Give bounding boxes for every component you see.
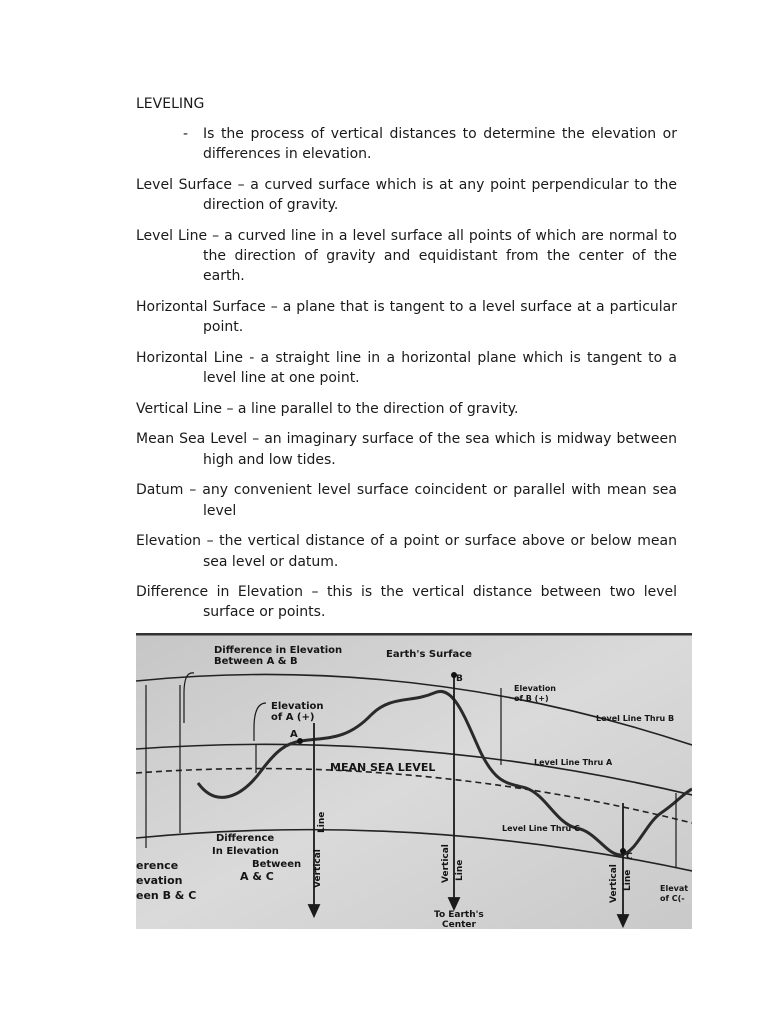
intro-text: Is the process of vertical distances to determine the elevation or differences in elevation. bbox=[203, 126, 677, 162]
label-diff-bc-3: een B & C bbox=[136, 889, 197, 902]
page-title: LEVELING bbox=[136, 96, 205, 112]
definition-elevation: Elevation – the vertical distance of a point or surface above or below mean sea level or datum. bbox=[136, 533, 677, 570]
label-diff-ac-1: Difference bbox=[216, 833, 275, 844]
label-vertical-line-c: Line bbox=[623, 869, 633, 891]
definition-horizontal-line: Horizontal Line - a straight line in a horizontal plane which is tangent to a level line at one point. bbox=[136, 349, 677, 387]
label-vertical-c: Vertical bbox=[609, 864, 619, 903]
label-level-thru-a: Level Line Thru A bbox=[534, 758, 613, 767]
label-diff-ac-3: Between bbox=[252, 859, 302, 870]
label-vertical-line-a: Line bbox=[317, 811, 327, 833]
label-level-thru-c: Level Line Thru C bbox=[502, 824, 580, 833]
label-diff-ac-4: A & C bbox=[240, 870, 274, 883]
bullet-dash: - bbox=[183, 126, 189, 142]
point-a-marker bbox=[297, 738, 303, 744]
label-earth-surface: Earth's Surface bbox=[386, 649, 472, 660]
label-to-center-2: Center bbox=[442, 920, 476, 929]
label-elev-a-2: of A (+) bbox=[271, 712, 315, 723]
label-elev-c-1: Elevat bbox=[660, 884, 689, 893]
label-diff-bc-1: erence bbox=[136, 859, 179, 872]
definition-level-surface: Level Surface – a curved surface which is at any point perpendicular to the direction of gravity. bbox=[136, 177, 677, 214]
definition-horizontal-surface: Horizontal Surface – a plane that is tangent to a level surface at a particular point. bbox=[136, 299, 677, 336]
definition-vertical-line: Vertical Line – a line parallel to the direction of gravity. bbox=[136, 400, 519, 417]
label-to-center-1: To Earth's bbox=[434, 910, 484, 920]
label-point-c: C bbox=[626, 852, 633, 862]
definitions-list bbox=[136, 175, 677, 633]
label-point-b: B bbox=[456, 674, 463, 684]
label-vertical-a: Vertical bbox=[313, 849, 323, 888]
label-elev-c-2: of C(- bbox=[660, 894, 685, 903]
leveling-diagram bbox=[136, 633, 692, 929]
label-elev-a-1: Elevation bbox=[271, 701, 324, 712]
intro-bullet bbox=[183, 124, 677, 164]
definition-mean-sea-level: Mean Sea Level – an imaginary surface of the sea which is midway between high and low tides. bbox=[136, 431, 677, 468]
definition-level-line: Level Line – a curved line in a level surface all points of which are normal to the direction of gravity and equidistant from the center of the earth. bbox=[136, 227, 677, 285]
label-diff-ab-1: Difference in Elevation bbox=[214, 645, 343, 656]
label-diff-ab-2: Between A & B bbox=[214, 656, 298, 667]
label-msl: MEAN SEA LEVEL bbox=[330, 761, 436, 774]
label-vertical-line-b: Line bbox=[455, 859, 465, 881]
label-diff-ac-2: In Elevation bbox=[212, 846, 279, 857]
label-level-thru-b: Level Line Thru B bbox=[596, 714, 675, 723]
label-elev-b-1: Elevation bbox=[514, 684, 557, 693]
label-point-a: A bbox=[290, 729, 298, 740]
leveling-diagram-svg bbox=[136, 633, 692, 929]
label-elev-b-2: of B (+) bbox=[514, 694, 549, 703]
label-diff-bc-2: evation bbox=[136, 874, 183, 887]
definition-datum: Datum – any convenient level surface coincident or parallel with mean sea level bbox=[136, 482, 677, 519]
definition-difference-in-elevation: Difference in Elevation – this is the vertical distance between two level surface or points. bbox=[136, 584, 677, 621]
label-vertical-b: Vertical bbox=[441, 844, 451, 883]
